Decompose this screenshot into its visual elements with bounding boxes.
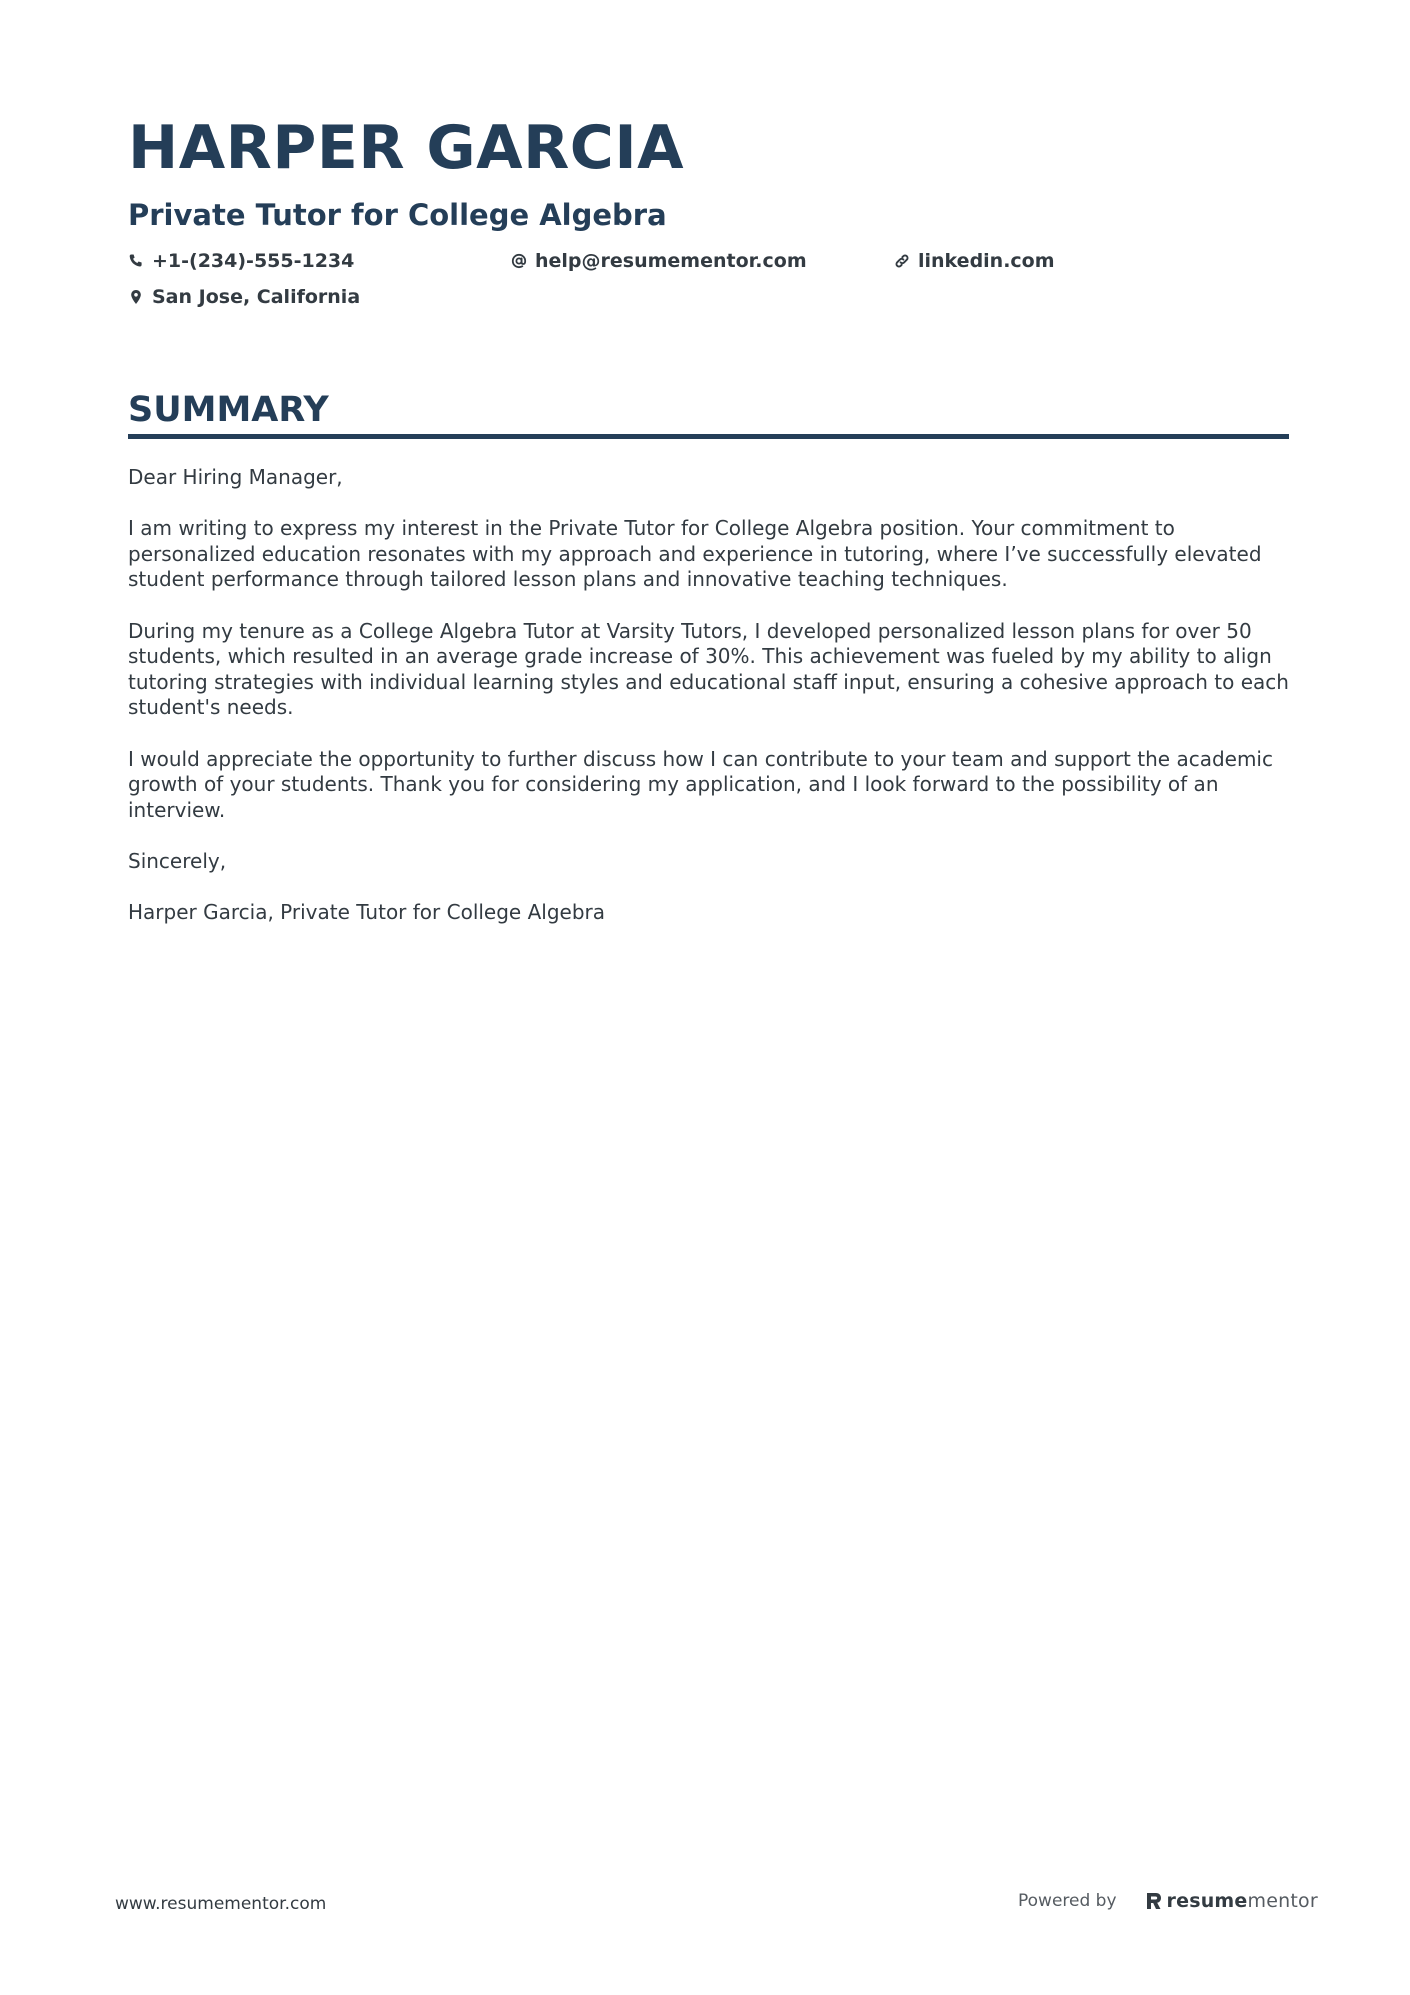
contact-email — [511, 248, 894, 274]
brand-wordmark — [1167, 1890, 1318, 1912]
email-address: help@resumementor.com — [535, 250, 807, 272]
link-icon — [894, 253, 910, 269]
brand-part-2: mentor — [1247, 1890, 1318, 1912]
location-text: San Jose, California — [152, 286, 361, 308]
section-divider — [128, 434, 1289, 439]
footer-website[interactable]: www.resumementor.com — [115, 1894, 327, 1914]
contact-linkedin — [894, 248, 1277, 274]
summary-heading: SUMMARY — [128, 390, 329, 430]
letter-salutation: Dear Hiring Manager, — [128, 465, 343, 489]
job-title: Private Tutor for College Algebra — [128, 198, 667, 232]
letter-body — [128, 465, 1289, 926]
summary-section — [128, 388, 1289, 951]
letter-signature: Harper Garcia, Private Tutor for College Algebra — [128, 900, 606, 925]
contact-list — [128, 248, 1288, 310]
candidate-name: HARPER GARCIA — [128, 113, 685, 183]
linkedin-url: linkedin.com — [918, 250, 1055, 272]
contact-phone — [128, 248, 511, 274]
powered-by-label: Powered by — [1018, 1891, 1117, 1911]
letter-paragraph: I am writing to express my interest in the Private Tutor for College Algebra position. Your commitment to personalized education resonates with my approach and experience in tutoring, where I’ve successfully elevated student performance through tailored lesson plans and innovative teaching techniques. — [128, 516, 1262, 592]
phone-number: +1-(234)-555-1234 — [152, 250, 355, 272]
contact-location — [128, 284, 511, 310]
header — [128, 108, 1288, 310]
letter-closing: Sincerely, — [128, 848, 227, 873]
letter-paragraph: I would appreciate the opportunity to further discuss how I can contribute to your team and support the academic growth of your students. Thank you for considering my application, and I look forward to the possibility of an interview. — [128, 746, 1273, 822]
resumementor-logo-icon — [1145, 1891, 1163, 1911]
map-pin-icon — [128, 289, 144, 305]
at-icon — [511, 253, 527, 269]
phone-icon — [128, 253, 144, 269]
footer-branding — [1018, 1890, 1318, 1912]
brand-logo[interactable] — [1145, 1890, 1318, 1912]
letter-paragraph: During my tenure as a College Algebra Tutor at Varsity Tutors, I developed personalized lesson plans for over 50 students, which resulted in an average grade increase of 30%. This achievement was fueled by my ability to align tutoring strategies with individual learning styles and educational staff input, ensuring a cohesive approach to each student's needs. — [128, 618, 1289, 720]
brand-part-1: resume — [1166, 1890, 1248, 1912]
